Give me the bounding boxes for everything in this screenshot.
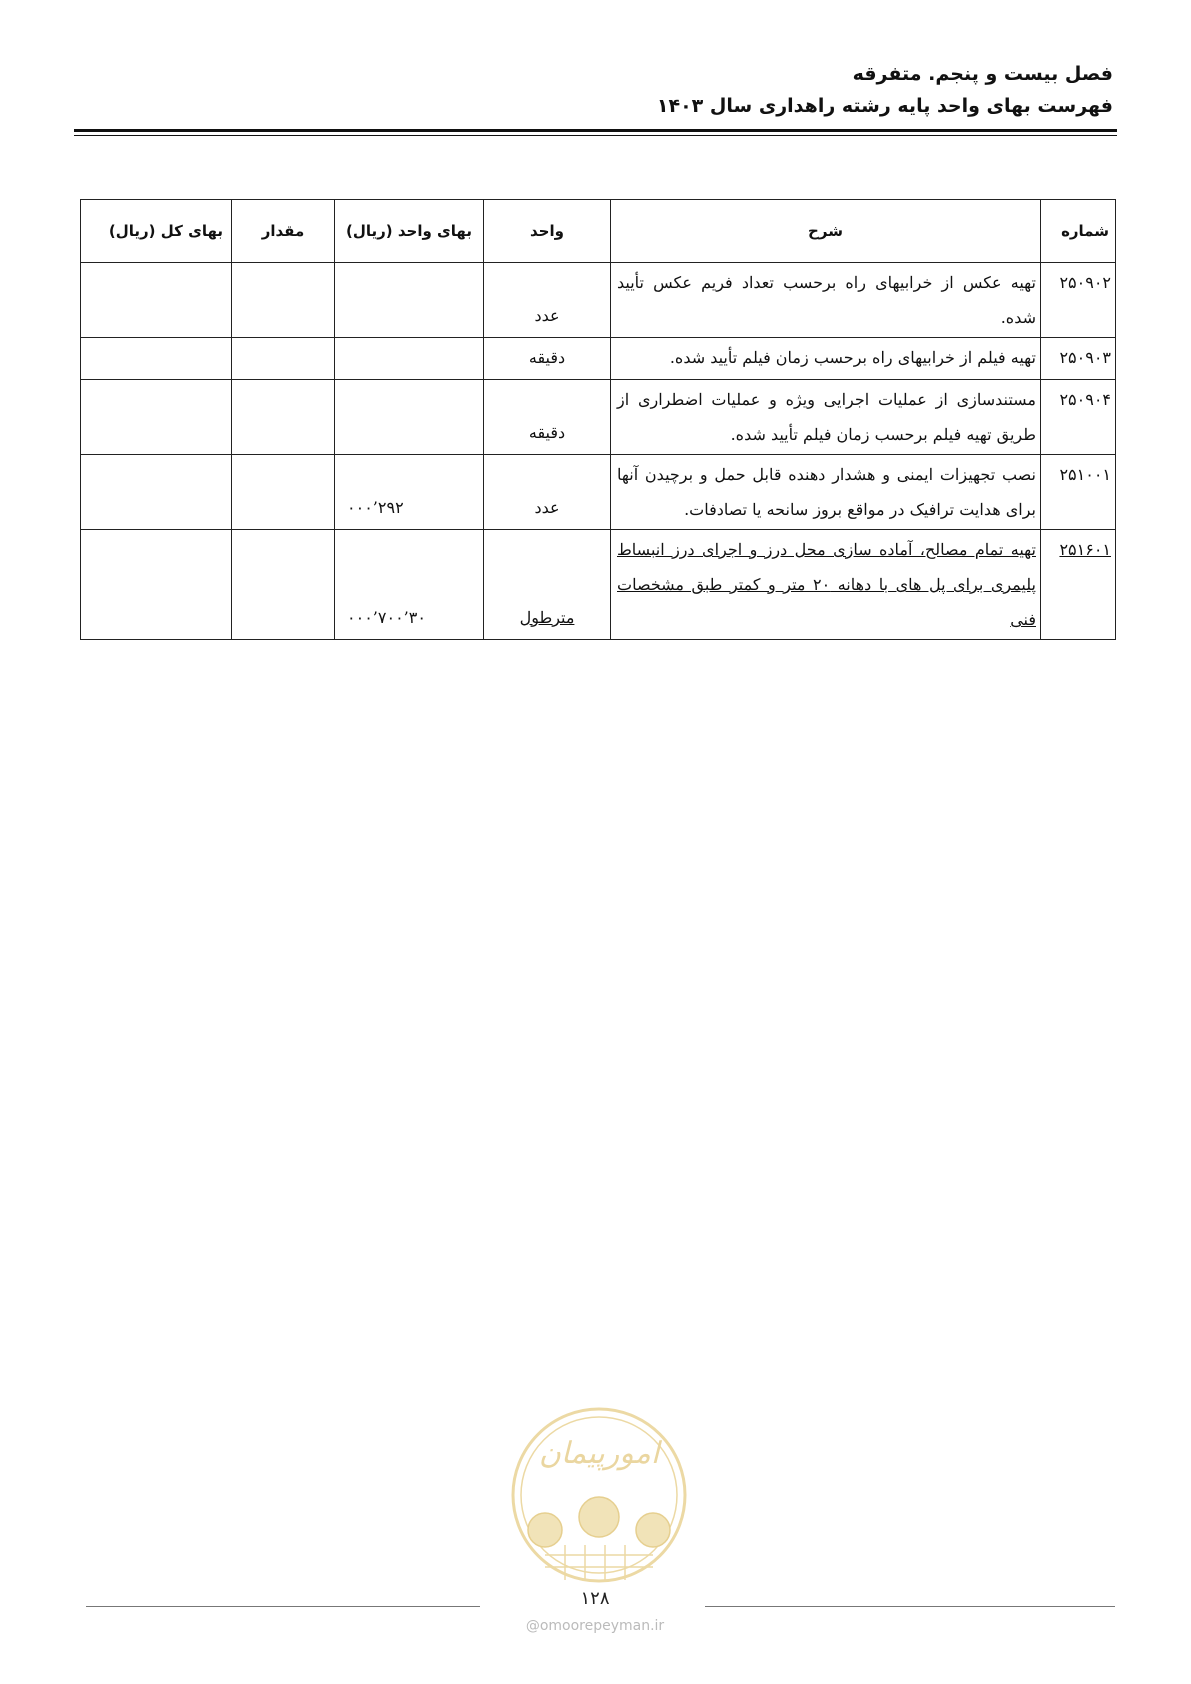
item-unit: مترطول	[484, 530, 611, 640]
item-unit-price: ۳۰’۷۰۰’۰۰۰	[335, 530, 484, 640]
item-total-price	[81, 263, 232, 338]
footer-rule-right	[705, 1606, 1115, 1607]
item-unit-price: ۲۹۲’۰۰۰	[335, 455, 484, 530]
item-description: تهیه فیلم از خرابیهای راه برحسب زمان فیلم تأیید شده.	[611, 338, 1041, 380]
item-quantity	[232, 263, 335, 338]
item-total-price	[81, 530, 232, 640]
watermark-logo	[505, 1395, 693, 1600]
item-total-price	[81, 338, 232, 380]
item-description: تهیه تمام مصالح، آماده سازی محل درز و اجرای درز انبساط پلیمری برای پل های با دهانه ۲۰ متر و کمتر طبق مشخصات فنی	[611, 530, 1041, 640]
table-row	[81, 338, 1116, 380]
table-row	[81, 380, 1116, 455]
column-header-unit: واحد	[484, 200, 611, 263]
table-row	[81, 263, 1116, 338]
item-unit: عدد	[484, 455, 611, 530]
item-unit-price	[335, 338, 484, 380]
table-header-row	[81, 200, 1116, 263]
page-number: ۱۲۸	[580, 1588, 610, 1609]
item-unit-price	[335, 263, 484, 338]
chapter-title: فصل بیست و پنجم. متفرقه	[852, 63, 1113, 85]
item-description: تهیه عکس از خرابیهای راه برحسب تعداد فریم عکس تأیید شده.	[611, 263, 1041, 338]
item-unit-price	[335, 380, 484, 455]
watermark-site: @omoorepeyman.ir	[525, 1618, 665, 1634]
item-number: ۲۵۰۹۰۴	[1041, 380, 1116, 455]
item-number: ۲۵۱۰۰۱	[1041, 455, 1116, 530]
header-rule-thick	[74, 129, 1117, 132]
document-title: فهرست بهای واحد پایه رشته راهداری سال ۱۴۰۳	[656, 95, 1113, 117]
column-header-number: شماره	[1041, 200, 1116, 263]
item-number: ۲۵۰۹۰۳	[1041, 338, 1116, 380]
item-quantity	[232, 380, 335, 455]
column-header-description: شرح	[611, 200, 1041, 263]
footer-rule-left	[86, 1606, 480, 1607]
item-description: مستندسازی از عملیات اجرایی ویژه و عملیات اضطراری از طریق تهیه فیلم برحسب زمان فیلم تأیید شده.	[611, 380, 1041, 455]
item-number: ۲۵۱۶۰۱	[1041, 530, 1116, 640]
item-number: ۲۵۰۹۰۲	[1041, 263, 1116, 338]
item-total-price	[81, 455, 232, 530]
item-quantity	[232, 455, 335, 530]
item-unit: دقیقه	[484, 338, 611, 380]
item-unit: دقیقه	[484, 380, 611, 455]
column-header-quantity: مقدار	[232, 200, 335, 263]
item-quantity	[232, 338, 335, 380]
item-total-price	[81, 380, 232, 455]
table-row	[81, 530, 1116, 640]
document-header	[657, 58, 1113, 122]
item-unit: عدد	[484, 263, 611, 338]
table-row	[81, 455, 1116, 530]
item-description: نصب تجهیزات ایمنی و هشدار دهنده قابل حمل و برچیدن آنها برای هدایت ترافیک در مواقع بروز سانحه یا تصادفات.	[611, 455, 1041, 530]
watermark-logo-text: امورپیمان	[538, 1436, 660, 1471]
price-list-table	[80, 199, 1116, 640]
header-rule-thin	[74, 135, 1117, 136]
column-header-total-price: بهای کل (ریال)	[81, 200, 232, 263]
item-quantity	[232, 530, 335, 640]
column-header-unit-price: بهای واحد (ریال)	[335, 200, 484, 263]
